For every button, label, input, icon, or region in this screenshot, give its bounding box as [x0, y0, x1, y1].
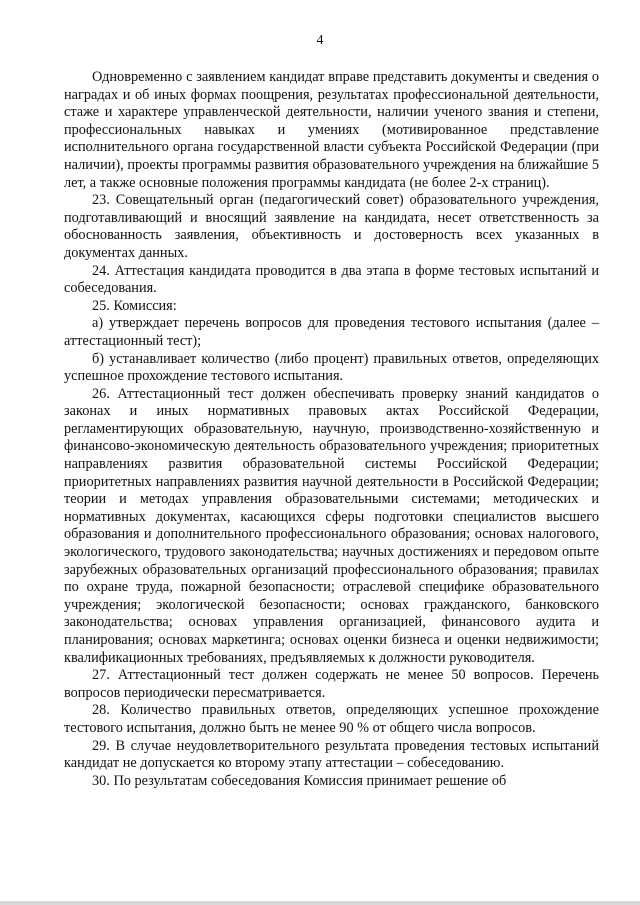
paragraph-25-a: а) утверждает перечень вопросов для проведения тестового испытания (далее – аттестационный тест); — [64, 315, 599, 349]
paragraph-additional-documents: Одновременно с заявлением кандидат вправе представить документы и сведения о наградах и об иных формах поощрения, результатах профессиональной деятельности, стаже и характере управленческой деятельности, наличии ученого звания и степени, профессиональных навыках и умениях (мотивированное представление исполнительного органа государственной власти субъекта Российской Федерации (при наличии), проекты программы развития образовательного учреждения на ближайшие 5 лет, а также основные положения программы кандидата (не более 2-х страниц). — [64, 69, 599, 191]
paragraph-28: 28. Количество правильных ответов, определяющих успешное прохождение тестового испытания, должно быть не менее 90 % от общего числа вопросов. — [64, 702, 599, 736]
paragraph-25: 25. Комиссия: — [92, 297, 177, 314]
paragraph-24: 24. Аттестация кандидата проводится в два этапа в форме тестовых испытаний и собеседования. — [64, 262, 599, 297]
scan-bottom-edge — [0, 901, 640, 905]
paragraph-30: 30. По результатам собеседования Комиссия принимает решение об — [92, 772, 507, 789]
paragraph-27: 27. Аттестационный тест должен содержать не менее 50 вопросов. Перечень вопросов периодически пересматривается. — [64, 667, 599, 701]
document-body — [64, 69, 599, 790]
page-number: 4 — [316, 33, 324, 48]
paragraph-23: 23. Совещательный орган (педагогический совет) образовательного учреждения, подготавливающий и вносящий заявление на кандидата, несет ответственность за обоснованность заявления, объективность и достоверность всех указанных в документах данных. — [64, 192, 599, 261]
paragraph-29: 29. В случае неудовлетворительного результата проведения тестовых испытаний кандидат не допускается ко второму этапу аттестации – собеседованию. — [64, 737, 599, 772]
paragraph-26: 26. Аттестационный тест должен обеспечивать проверку знаний кандидатов о законах и иных нормативных правовых актах Российской Федерации, регламентирующих образовательную, научную, производственно-хозяйственную и финансово-экономическую деятельность образовательного учреждения; приоритетных направлениях развития образовательной системы Российской Федерации; приоритетных направлениях развития научной деятельности в Российской Федерации; теории и методах управления образовательными системами; методических и нормативных документах, касающихся сферы подготовки специалистов высшего образования и дополнительного профессионального образования; основах налогового, экологического, трудового законодательства; научных достижениях и передовом опыте зарубежных образовательных организаций профессионального образования; правилах по охране труда, пожарной безопасности; отраслевой специфике образовательного учреждения; экологической безопасности; основах гражданского, банковского законодательства; основах управления организацией, финансового аудита и планирования; основах маркетинга; основах оценки бизнеса и оценки недвижимости; квалификационных требованиях, предъявляемых к должности руководителя. — [64, 385, 599, 666]
paragraph-25-b: б) устанавливает количество (либо процент) правильных ответов, определяющих успешное прохождение тестового испытания. — [64, 350, 599, 385]
